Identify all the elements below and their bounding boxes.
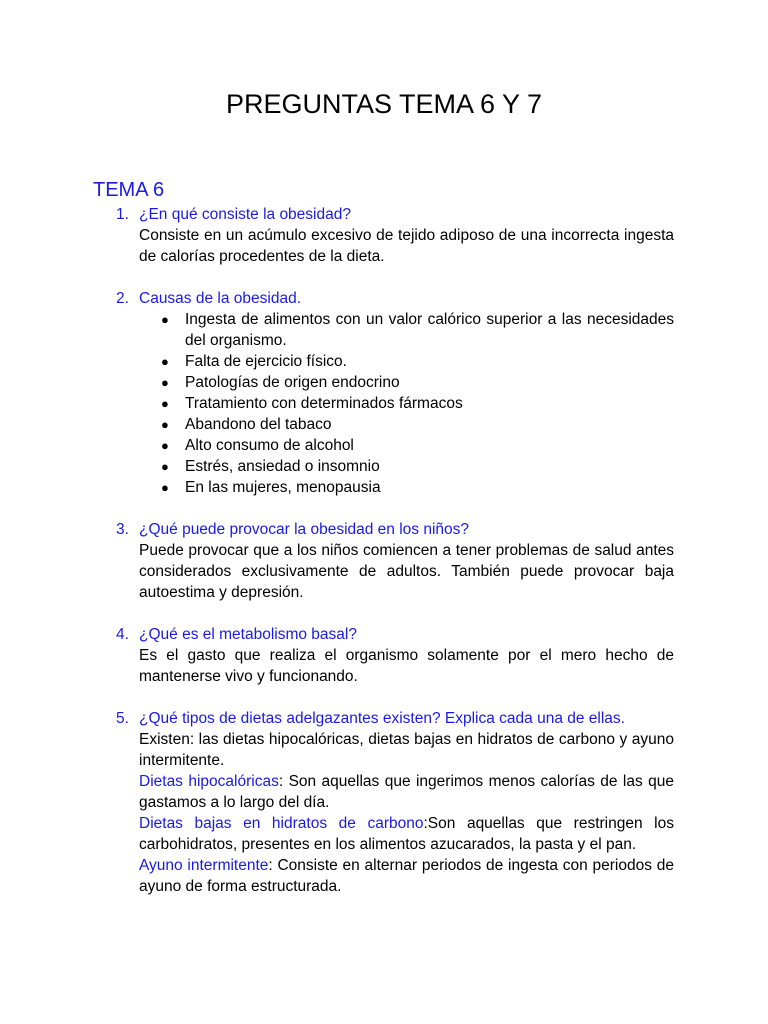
- definition-term: Ayuno intermitente: [139, 857, 269, 874]
- definition-text: Son aquellas que restringen los carbohidratos, presentes en los alimentos azucarados, la pasta y el pan.: [139, 815, 674, 853]
- bullet-icon: ●: [161, 396, 169, 411]
- definition-term: Dietas hipocalóricas: [139, 773, 279, 790]
- bullet-icon: ●: [161, 480, 169, 495]
- answer-text: Puede provocar que a los niños comiencen a tener problemas de salud antes considerados exclusivamente de adultos. También puede provocar baja autoestima y depresión.: [139, 542, 674, 601]
- question-text: [0, 708, 768, 729]
- bullet-item: ● Alto consumo de alcohol: [161, 437, 354, 454]
- answer-text: Consiste en un acúmulo excesivo de tejido adiposo de una incorrecta ingesta de calorías procedentes de la dieta.: [139, 227, 674, 265]
- question-item-3: [0, 519, 768, 603]
- question-number: 5.: [116, 710, 129, 727]
- question-item-4: [0, 624, 768, 687]
- bullet-icon: ●: [161, 354, 169, 369]
- definition-separator: :: [268, 857, 278, 874]
- question-label: ¿Qué es el metabolismo basal?: [139, 626, 357, 643]
- bullet-item: ● En las mujeres, menopausia: [161, 479, 381, 496]
- definition-separator: :: [278, 773, 289, 790]
- bullet-icon: ●: [161, 459, 169, 474]
- question-label: ¿Qué tipos de dietas adelgazantes existen? Explica cada una de ellas.: [139, 710, 625, 727]
- question-text: [0, 204, 768, 225]
- bullet-item: ● Ingesta de alimentos con un valor calórico superior a las necesidades del organismo.: [161, 311, 674, 349]
- question-list: [0, 204, 768, 897]
- definition-paragraph: [139, 855, 674, 897]
- page-title: PREGUNTAS TEMA 6 Y 7: [225, 89, 543, 119]
- bullet-icon: ●: [161, 312, 169, 327]
- question-item-2: [0, 288, 768, 498]
- question-number: 3.: [116, 521, 129, 538]
- question-label: ¿En qué consiste la obesidad?: [139, 206, 351, 223]
- definition-term: Dietas bajas en hidratos de carbono: [139, 815, 424, 832]
- definition-text: Consiste en alternar periodos de ingesta con periodos de ayuno de forma estructurada.: [139, 857, 674, 895]
- bullet-item: ● Estrés, ansiedad o insomnio: [161, 458, 380, 475]
- question-text: [0, 519, 768, 540]
- bullet-list: [161, 309, 674, 498]
- definition-paragraph: [139, 771, 674, 813]
- answer-text: Existen: las dietas hipocalóricas, dietas bajas en hidratos de carbono y ayuno intermitente.: [139, 731, 674, 769]
- bullet-icon: ●: [161, 417, 169, 432]
- answer-text: Es el gasto que realiza el organismo solamente por el mero hecho de mantenerse vivo y funcionando.: [139, 647, 674, 685]
- question-text: [0, 624, 768, 645]
- question-text: [0, 288, 768, 309]
- definition-text: Son aquellas que ingerimos menos calorías de las que gastamos a lo largo del día.: [139, 773, 674, 811]
- question-label: ¿Qué puede provocar la obesidad en los niños?: [139, 521, 470, 538]
- bullet-item: ● Abandono del tabaco: [161, 416, 332, 433]
- bullet-item: ● Tratamiento con determinados fármacos: [161, 395, 463, 412]
- question-number: 1.: [116, 206, 129, 223]
- definition-separator: :: [423, 815, 428, 832]
- question-item-5: [0, 708, 768, 897]
- bullet-icon: ●: [161, 438, 169, 453]
- definition-paragraph: [139, 813, 674, 855]
- question-number: 4.: [116, 626, 129, 643]
- bullet-icon: ●: [161, 375, 169, 390]
- question-label: Causas de la obesidad.: [139, 290, 302, 307]
- question-item-1: [0, 204, 768, 267]
- bullet-item: ● Patologías de origen endocrino: [161, 374, 400, 391]
- question-number: 2.: [116, 290, 129, 307]
- section-heading: TEMA 6: [93, 179, 165, 201]
- bullet-item: ● Falta de ejercicio físico.: [161, 353, 347, 370]
